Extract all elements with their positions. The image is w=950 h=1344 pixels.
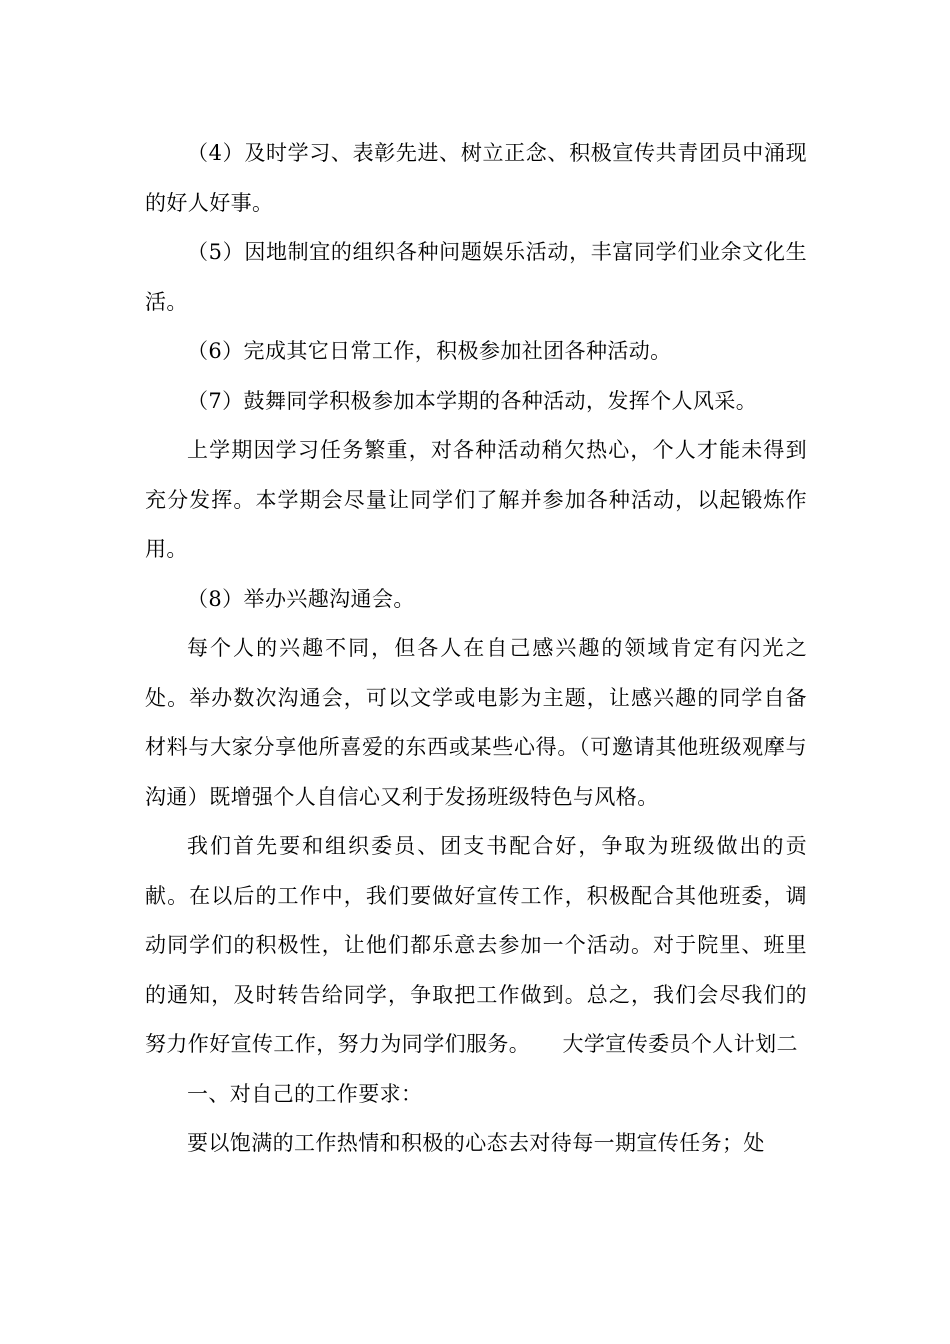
paragraph-item-6: （6）完成其它日常工作，积极参加社团各种活动。 <box>187 339 672 363</box>
paragraph-cooperation: 我们首先要和组织委员、团支书配合好，争取为班级做出的贡献。在以后的工作中，我们要做好宣传工作，积极配合其他班委，调动同学们的积极性，让他们都乐意去参加一个活动。对于院里、班里的通知，及时转告给同学，争取把工作做到。总之，我们会尽我们的努力作好宣传工作，努力为同学们服务。 大学宣传委员个人计划二 <box>145 834 807 1056</box>
paragraph-interest-meeting: 每个人的兴趣不同，但各人在自己感兴趣的领域肯定有闪光之处。举办数次沟通会，可以文学或电影为主题，让感兴趣的同学自备材料与大家分享他所喜爱的东西或某些心得。（可邀请其他班级观摩与沟通）既增强个人自信心又利于发扬班级特色与风格。 <box>145 636 807 809</box>
paragraph-enthusiasm: 要以饱满的工作热情和积极的心态去对待每一期宣传任务；处 <box>187 1131 765 1155</box>
paragraph-item-8: （8）举办兴趣沟通会。 <box>187 586 415 611</box>
section-heading-work-requirements: 一、对自己的工作要求： <box>187 1081 423 1106</box>
paragraph-item-5: （5）因地制宜的组织各种问题娱乐活动，丰富同学们业余文化生活。 <box>145 240 807 314</box>
paragraph-last-semester: 上学期因学习任务繁重，对各种活动稍欠热心，个人才能未得到充分发挥。本学期会尽量让同学们了解并参加各种活动，以起锻炼作用。 <box>145 438 807 561</box>
document-page <box>145 129 807 1169</box>
paragraph-item-4: （4）及时学习、表彰先进、树立正念、积极宣传共青团员中涌现的好人好事。 <box>145 141 807 215</box>
paragraph-item-7: （7）鼓舞同学积极参加本学期的各种活动，发挥个人风采。 <box>187 388 758 413</box>
